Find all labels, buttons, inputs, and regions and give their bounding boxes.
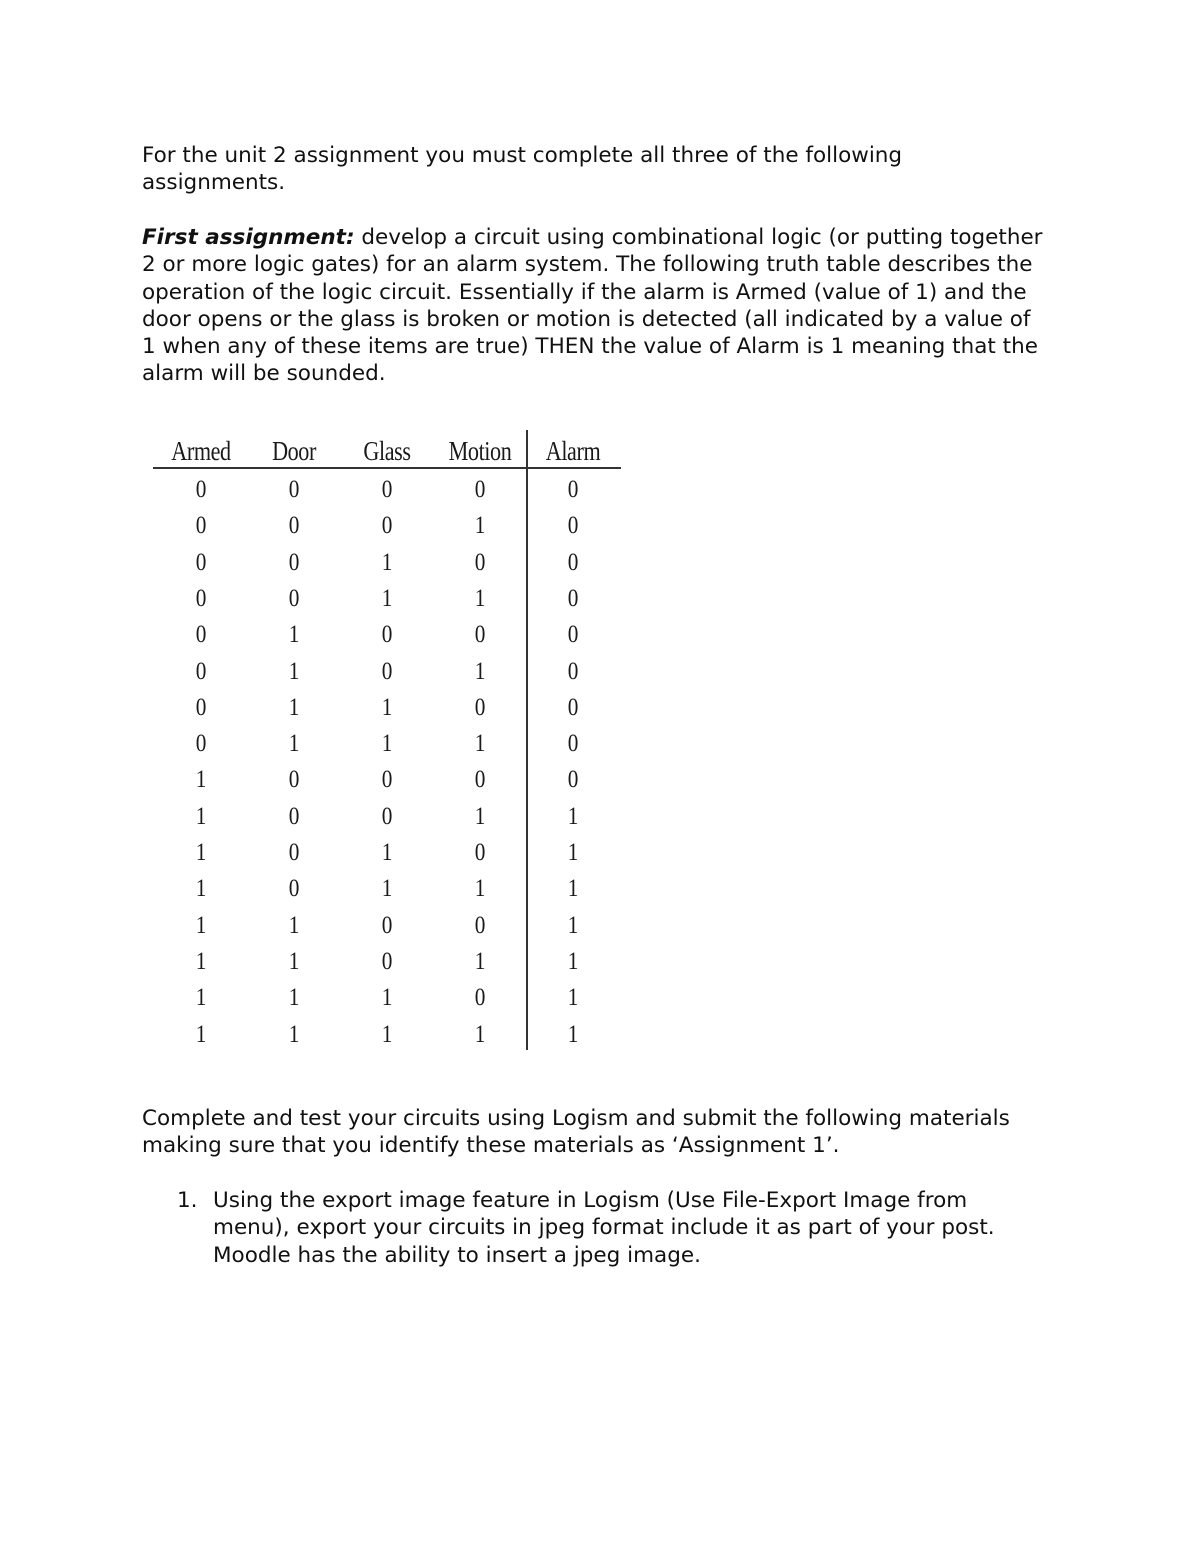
table-cell-alarm: 1 [567,802,579,830]
table-cell-armed: 1 [195,947,207,975]
header-rule [153,467,621,469]
table-cell-alarm: 1 [567,875,579,903]
column-header-armed: Armed [171,436,231,466]
table-cell-glass: 1 [381,730,393,758]
step-number: 1. [177,1188,198,1213]
intro-paragraph: For the unit 2 assignment you must complete all three of the following assignments. [142,143,903,196]
column-header-glass: Glass [363,436,411,466]
first-assignment-text: develop a circuit using combinational logic (or putting together 2 or more logic gates) for an alarm system. The following truth table describes the operation of the logic circuit. Essentially if the alarm is Armed (value of 1) and the door opens or the glass is broken or motion is detected (all indicated by a value of 1 when any of these items are true) THEN the value of Alarm is 1 meaning that the alarm will be sounded. [142,225,1043,387]
table-cell-alarm: 0 [567,548,579,576]
table-cell-door: 1 [288,984,300,1012]
table-cell-alarm: 0 [567,730,579,758]
table-cell-door: 1 [288,693,300,721]
table-cell-alarm: 0 [567,512,579,540]
table-cell-glass: 1 [381,839,393,866]
table-cell-motion: 1 [474,875,486,903]
table-cell-glass: 0 [381,621,393,649]
instructions-paragraph: Complete and test your circuits using Logism and submit the following materials making sure that you identify these materials as ‘Assignment 1’. [142,1106,1010,1159]
table-cell-door: 0 [288,766,300,794]
table-cell-glass: 1 [381,1020,393,1048]
table-cell-door: 1 [288,947,300,975]
table-cell-motion: 0 [474,766,486,794]
table-cell-alarm: 0 [567,693,579,721]
column-header-door: Door [272,436,316,466]
table-cell-alarm: 1 [567,1020,579,1048]
step-item [142,1187,1047,1269]
table-cell-door: 0 [288,512,300,540]
table-cell-door: 1 [288,657,300,685]
table-cell-motion: 1 [474,584,486,612]
table-cell-armed: 0 [195,548,207,576]
table-cell-armed: 1 [195,802,207,830]
table-cell-armed: 0 [195,621,207,649]
table-cell-motion: 1 [474,1020,486,1048]
table-cell-armed: 1 [195,839,207,866]
table-cell-glass: 0 [381,802,393,830]
table-cell-armed: 1 [195,984,207,1012]
table-cell-armed: 0 [195,476,207,503]
first-assignment-paragraph [142,224,1047,388]
table-cell-armed: 0 [195,657,207,685]
table-cell-glass: 1 [381,693,393,721]
table-cell-glass: 1 [381,875,393,903]
first-assignment-lead: First assignment: [142,225,355,250]
table-cell-motion: 1 [474,802,486,830]
table-cell-alarm: 1 [567,839,579,866]
step-text: Using the export image feature in Logism (Use File-Export Image from menu), export your circuits in jpeg format include it as part of your post. Moodle has the ability to insert a jpeg image. [213,1188,995,1268]
table-cell-armed: 0 [195,693,207,721]
table-cell-armed: 1 [195,875,207,903]
table-cell-glass: 1 [381,548,393,576]
table-cell-door: 1 [288,911,300,939]
table-cell-alarm: 1 [567,984,579,1012]
table-cell-alarm: 1 [567,911,579,939]
table-cell-armed: 1 [195,766,207,794]
table-cell-motion: 0 [474,548,486,576]
table-cell-motion: 0 [474,839,486,866]
column-header-motion: Motion [448,436,512,466]
table-cell-door: 0 [288,875,300,903]
table-cell-armed: 1 [195,1020,207,1048]
table-cell-motion: 1 [474,730,486,758]
table-cell-glass: 0 [381,512,393,540]
table-cell-alarm: 0 [567,621,579,649]
table-cell-door: 0 [288,476,300,503]
table-cell-alarm: 0 [567,657,579,685]
table-cell-glass: 0 [381,947,393,975]
truth-table [153,430,623,1052]
table-cell-glass: 1 [381,984,393,1012]
table-cell-motion: 0 [474,984,486,1012]
column-header-alarm: Alarm [545,436,601,466]
table-cell-door: 1 [288,1020,300,1048]
table-cell-armed: 1 [195,911,207,939]
table-cell-motion: 0 [474,911,486,939]
table-cell-motion: 0 [474,693,486,721]
table-cell-motion: 0 [474,621,486,649]
table-cell-alarm: 1 [567,947,579,975]
table-cell-armed: 0 [195,584,207,612]
table-cell-alarm: 0 [567,584,579,612]
table-cell-door: 1 [288,621,300,649]
table-cell-motion: 0 [474,476,486,503]
table-cell-glass: 0 [381,476,393,503]
table-cell-door: 0 [288,839,300,866]
table-cell-door: 0 [288,584,300,612]
table-cell-door: 0 [288,802,300,830]
table-cell-glass: 0 [381,766,393,794]
table-cell-motion: 1 [474,657,486,685]
output-column-rule [526,430,528,1050]
table-cell-glass: 0 [381,911,393,939]
table-cell-armed: 0 [195,730,207,758]
table-cell-door: 1 [288,730,300,758]
table-cell-alarm: 0 [567,476,579,503]
table-cell-door: 0 [288,548,300,576]
table-cell-armed: 0 [195,512,207,540]
table-cell-motion: 1 [474,512,486,540]
table-cell-alarm: 0 [567,766,579,794]
steps-list [142,1187,1047,1269]
table-cell-motion: 1 [474,947,486,975]
table-cell-glass: 1 [381,584,393,612]
table-cell-glass: 0 [381,657,393,685]
